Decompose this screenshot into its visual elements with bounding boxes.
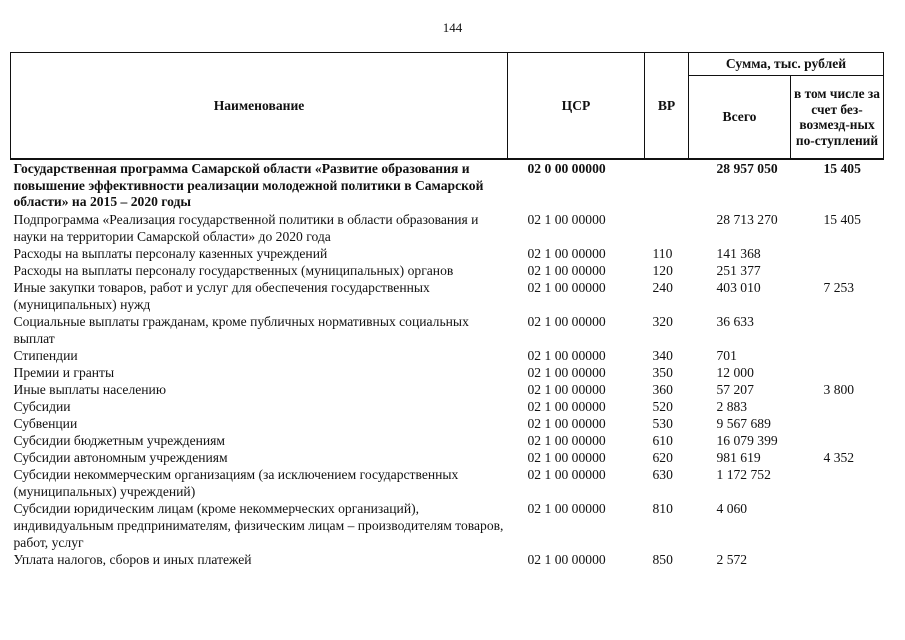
row-vr: 110 <box>652 245 673 261</box>
row-total: 403 010 <box>716 279 761 295</box>
row-total: 2 883 <box>716 398 748 414</box>
row-free-receipts <box>791 551 884 568</box>
row-total: 9 567 689 <box>716 415 771 431</box>
budget-table <box>10 52 884 568</box>
table-row <box>11 347 884 364</box>
table-row <box>11 466 884 500</box>
row-name: Субвенции <box>13 415 78 431</box>
table-row <box>11 313 884 347</box>
row-name: Расходы на выплаты персоналу государственных (муниципальных) органов <box>13 262 454 278</box>
row-vr: 320 <box>652 313 673 329</box>
row-csr: 02 1 00 00000 <box>527 449 606 465</box>
row-vr: 620 <box>652 449 673 465</box>
row-vr: 240 <box>652 279 673 295</box>
row-name: Стипендии <box>13 347 78 363</box>
row-total: 4 060 <box>716 500 748 516</box>
row-vr <box>645 159 689 211</box>
table-row <box>11 415 884 432</box>
table-body <box>11 159 884 568</box>
row-name: Иные выплаты населению <box>13 381 166 397</box>
row-total: 16 079 399 <box>716 432 778 448</box>
row-free-receipts <box>791 245 884 262</box>
row-name: Субсидии бюджетным учреждениям <box>13 432 226 448</box>
row-name: Субсидии юридическим лицам (кроме некоммерческих организаций), индивидуальным предпринимателям, физическим лицам – производителям товаров, работ, услуг <box>13 500 504 550</box>
row-csr: 02 1 00 00000 <box>527 551 606 567</box>
row-free-receipts <box>791 347 884 364</box>
row-csr: 02 1 00 00000 <box>527 415 606 431</box>
row-total: 701 <box>716 347 737 363</box>
row-name: Социальные выплаты гражданам, кроме публичных нормативных социальных выплат <box>13 313 469 346</box>
row-free-receipts: 7 253 <box>823 279 855 295</box>
row-total: 36 633 <box>716 313 754 329</box>
row-free-receipts: 4 352 <box>823 449 855 465</box>
row-csr: 02 1 00 00000 <box>527 398 606 414</box>
row-vr: 610 <box>652 432 673 448</box>
row-free-receipts <box>791 398 884 415</box>
table-row <box>11 159 884 211</box>
row-vr: 340 <box>652 347 673 363</box>
row-total: 1 172 752 <box>716 466 771 482</box>
table-row <box>11 279 884 313</box>
table-row <box>11 364 884 381</box>
row-csr: 02 1 00 00000 <box>527 211 606 227</box>
header-name: Наименование <box>11 53 508 160</box>
table-row <box>11 500 884 551</box>
row-name: Государственная программа Самарской области «Развитие образования и повышение эффективности реализации молодежной политики в Самарской области» на 2015 – 2020 годы <box>13 161 484 209</box>
table-row <box>11 398 884 415</box>
row-total: 28 713 270 <box>716 211 778 227</box>
row-free-receipts: 3 800 <box>823 381 855 397</box>
table-row <box>11 449 884 466</box>
row-vr: 360 <box>652 381 673 397</box>
row-name: Подпрограмма «Реализация государственной политики в области образования и науки на территории Самарской области» до 2020 года <box>13 211 479 244</box>
row-total: 57 207 <box>716 381 754 397</box>
table-row <box>11 551 884 568</box>
row-csr: 02 1 00 00000 <box>527 262 606 278</box>
row-name: Субсидии некоммерческим организациям (за исключением государственных (муниципальных) учреждений) <box>13 466 459 499</box>
row-free-receipts <box>791 364 884 381</box>
row-csr: 02 1 00 00000 <box>527 279 606 295</box>
header-total: Всего <box>689 76 791 160</box>
row-name: Уплата налогов, сборов и иных платежей <box>13 551 252 567</box>
row-name: Иные закупки товаров, работ и услуг для обеспечения государственных (муниципальных) нужд <box>13 279 430 312</box>
row-csr: 02 1 00 00000 <box>527 381 606 397</box>
row-csr: 02 1 00 00000 <box>527 364 606 380</box>
row-total: 251 377 <box>716 262 761 278</box>
table-row <box>11 245 884 262</box>
table-row <box>11 211 884 245</box>
row-total: 28 957 050 <box>716 161 778 176</box>
row-csr: 02 1 00 00000 <box>527 347 606 363</box>
row-name: Субсидии автономным учреждениям <box>13 449 228 465</box>
row-total: 141 368 <box>716 245 761 261</box>
table-row <box>11 262 884 279</box>
row-free-receipts: 15 405 <box>823 211 861 227</box>
row-free-receipts <box>791 500 884 551</box>
row-total: 981 619 <box>716 449 761 465</box>
row-csr: 02 1 00 00000 <box>527 313 606 329</box>
row-name: Премии и гранты <box>13 364 115 380</box>
row-vr: 350 <box>652 364 673 380</box>
row-free-receipts <box>791 415 884 432</box>
row-name: Субсидии <box>13 398 71 414</box>
header-free-receipts: в том числе за счет без-возмезд-ных по-ступлений <box>791 76 884 160</box>
table-row <box>11 381 884 398</box>
row-csr: 02 1 00 00000 <box>527 432 606 448</box>
row-vr: 120 <box>652 262 673 278</box>
row-vr: 520 <box>652 398 673 414</box>
row-vr: 530 <box>652 415 673 431</box>
table-row <box>11 432 884 449</box>
row-vr <box>645 211 689 245</box>
row-free-receipts <box>791 466 884 500</box>
row-csr: 02 1 00 00000 <box>527 466 606 482</box>
row-free-receipts <box>791 262 884 279</box>
row-total: 12 000 <box>716 364 754 380</box>
header-vr: ВР <box>645 53 689 160</box>
row-vr: 810 <box>652 500 673 516</box>
row-total: 2 572 <box>716 551 748 567</box>
row-csr: 02 0 00 00000 <box>527 161 606 176</box>
row-csr: 02 1 00 00000 <box>527 500 606 516</box>
row-free-receipts <box>791 432 884 449</box>
table-header <box>11 53 884 160</box>
row-vr: 850 <box>652 551 673 567</box>
header-sum-group: Сумма, тыс. рублей <box>689 53 884 76</box>
page-number: 144 <box>442 20 463 35</box>
row-free-receipts <box>791 313 884 347</box>
row-name: Расходы на выплаты персоналу казенных учреждений <box>13 245 328 261</box>
row-vr: 630 <box>652 466 673 482</box>
header-csr: ЦСР <box>508 53 645 160</box>
row-free-receipts: 15 405 <box>823 161 861 176</box>
row-csr: 02 1 00 00000 <box>527 245 606 261</box>
